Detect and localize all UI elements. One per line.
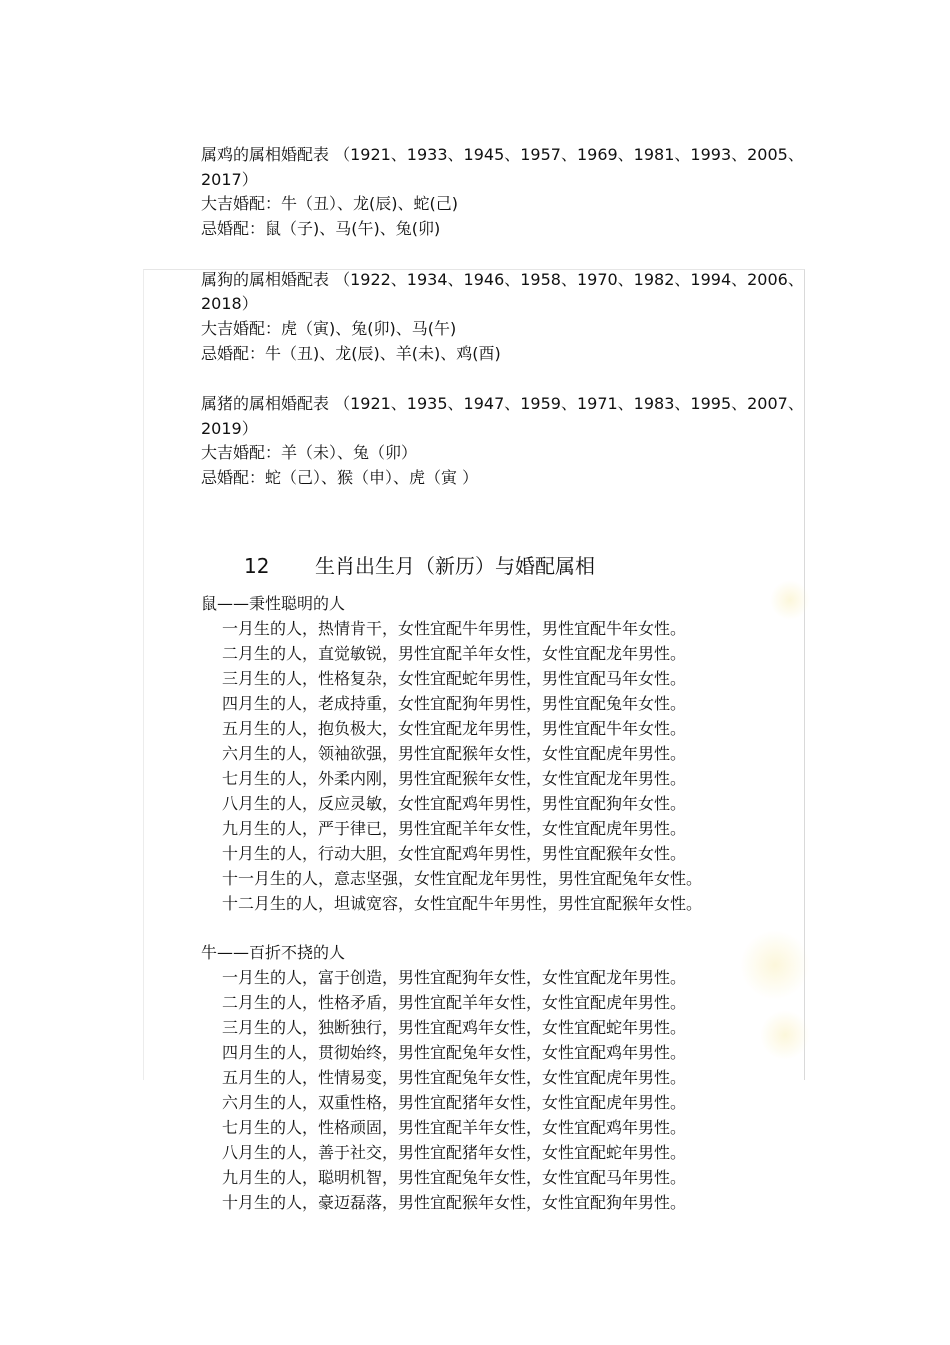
rat-month-line: 七月生的人，外柔内刚，男性宜配猴年女性，女性宜配龙年男性。: [222, 769, 687, 788]
ox-month-line: 二月生的人，性格矛盾，男性宜配羊年女性，女性宜配虎年男性。: [222, 993, 687, 1012]
rat-month-line: 三月生的人，性格复杂，女性宜配蛇年男性，男性宜配马年女性。: [222, 669, 687, 688]
ox-month-line: 五月生的人，性情易变，男性宜配兔年女性，女性宜配虎年男性。: [222, 1068, 687, 1087]
rat-month-line: 二月生的人，直觉敏锐，男性宜配羊年女性，女性宜配龙年男性。: [222, 644, 687, 663]
dog-good-match: 大吉婚配：虎（寅)、兔(卯)、马(午): [201, 319, 457, 338]
rat-month-line: 十月生的人，行动大胆，女性宜配鸡年男性，男性宜配猴年女性。: [222, 844, 687, 863]
rooster-good-match: 大吉婚配：牛（丑）、龙(辰)、蛇(己): [201, 194, 458, 213]
dog-title-line2: 2018）: [201, 294, 258, 313]
ox-month-line: 六月生的人，双重性格，男性宜配猪年女性，女性宜配虎年男性。: [222, 1093, 687, 1112]
ox-month-line: 八月生的人，善于社交，男性宜配猪年女性，女性宜配蛇年男性。: [222, 1143, 687, 1162]
rooster-title-line2: 2017）: [201, 170, 258, 189]
dog-title-line1: 属狗的属相婚配表 （1922、1934、1946、1958、1970、1982、1994、2006、: [201, 270, 804, 289]
background-glow: [760, 1010, 810, 1060]
ox-month-line: 七月生的人，性格顽固，男性宜配羊年女性，女性宜配鸡年男性。: [222, 1118, 687, 1137]
rooster-title-line1: 属鸡的属相婚配表 （1921、1933、1945、1957、1969、1981、1993、2005、: [201, 145, 804, 164]
rooster-bad-match: 忌婚配：鼠（子)、马(午)、兔(卯): [201, 219, 441, 238]
rat-month-line: 八月生的人，反应灵敏，女性宜配鸡年男性，男性宜配狗年女性。: [222, 794, 687, 813]
rat-month-line: 一月生的人，热情肯干，女性宜配牛年男性，男性宜配牛年女性。: [222, 619, 687, 638]
pig-bad-match: 忌婚配：蛇（己）、猴（申）、虎（寅 ）: [201, 468, 479, 487]
section-heading-text: 生肖出生月（新历）与婚配属相: [315, 554, 595, 578]
rat-month-line: 五月生的人，抱负极大，女性宜配龙年男性，男性宜配牛年女性。: [222, 719, 687, 738]
rat-month-line: 四月生的人，老成持重，女性宜配狗年男性，男性宜配兔年女性。: [222, 694, 687, 713]
pig-good-match: 大吉婚配：羊（未）、兔（卯）: [201, 443, 418, 462]
ox-month-line: 四月生的人，贯彻始终，男性宜配兔年女性，女性宜配鸡年男性。: [222, 1043, 687, 1062]
dog-bad-match: 忌婚配：牛（丑)、龙(辰)、羊(未)、鸡(酉): [201, 344, 501, 363]
rat-month-line: 六月生的人，领袖欲强，男性宜配猴年女性，女性宜配虎年男性。: [222, 744, 687, 763]
ox-month-line: 九月生的人，聪明机智，男性宜配兔年女性，女性宜配马年男性。: [222, 1168, 687, 1187]
pig-title-line2: 2019）: [201, 419, 258, 438]
pig-title-line1: 属猪的属相婚配表 （1921、1935、1947、1959、1971、1983、1995、2007、: [201, 394, 804, 413]
background-glow: [740, 930, 810, 1000]
section-heading-number: 12: [244, 554, 270, 578]
rat-month-line: 十二月生的人，坦诚宽容，女性宜配牛年男性，男性宜配猴年女性。: [222, 894, 703, 913]
background-glow: [770, 580, 810, 620]
ox-month-line: 三月生的人，独断独行，男性宜配鸡年女性，女性宜配蛇年男性。: [222, 1018, 687, 1037]
ox-title: 牛——百折不挠的人: [201, 943, 346, 962]
ox-month-line: 一月生的人，富于创造，男性宜配狗年女性，女性宜配龙年男性。: [222, 968, 687, 987]
ox-month-line: 十月生的人，豪迈磊落，男性宜配猴年女性，女性宜配狗年男性。: [222, 1193, 687, 1212]
rat-month-line: 九月生的人，严于律已，男性宜配羊年女性，女性宜配虎年男性。: [222, 819, 687, 838]
rat-month-line: 十一月生的人，意志坚强，女性宜配龙年男性，男性宜配兔年女性。: [222, 869, 703, 888]
rat-title: 鼠——秉性聪明的人: [201, 594, 346, 613]
